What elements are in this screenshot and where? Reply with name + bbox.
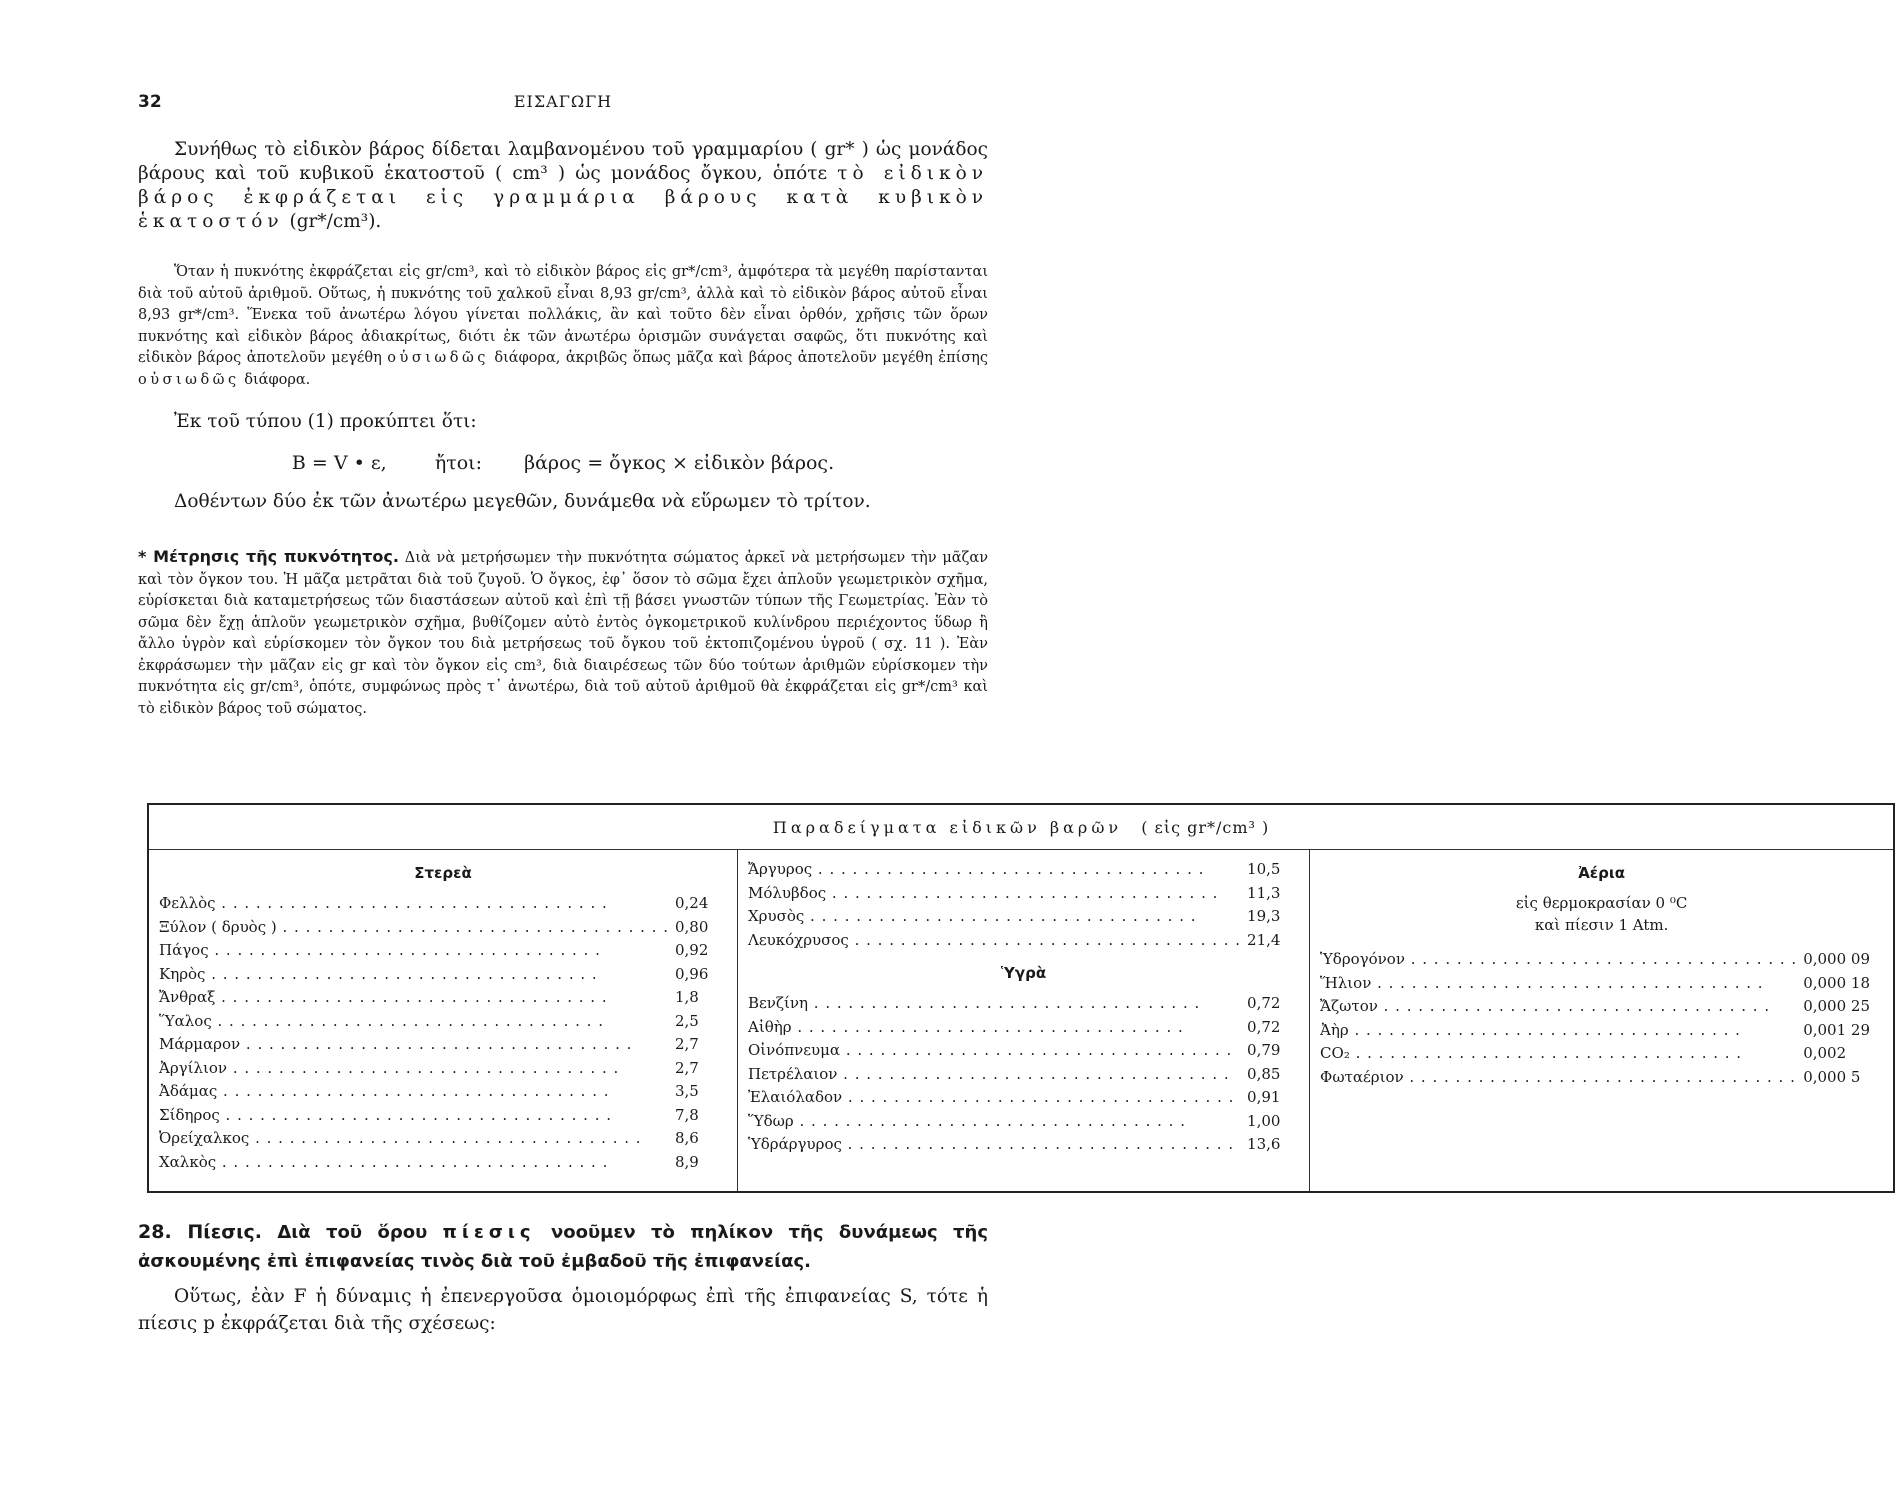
page-number: 32	[138, 92, 162, 112]
gases-column	[1310, 850, 1895, 1193]
measurement-paragraph	[138, 546, 988, 720]
p2-spaced-2: οὐσιωδῶς	[138, 371, 240, 388]
table-row: Οἰνόπνευμα . . . 0,79	[748, 1039, 1299, 1063]
table-row: Ἄργυρος . . . 10,5	[748, 858, 1299, 882]
table-row: Χαλκὸς . . . 8,9	[159, 1151, 727, 1175]
solids-column	[148, 850, 737, 1193]
measurement-text: Διὰ νὰ μετρήσωμεν τὴν πυκνότητα σώματος ἀρκεῖ νὰ μετρήσωμεν τὴν μᾶζαν καὶ τὸν ὄγκον του. Ἡ μᾶζα μετρᾶται διὰ τοῦ ζυγοῦ. Ὁ ὄγκος, ἐφ᾽ ὅσον τὸ σῶμα ἔχει ἁπλοῦν γεωμετρικὸν σχῆμα, εὑρίσκεται διὰ καταμετρήσεως τῶν διαστάσεων αὐτοῦ καὶ ἐπὶ τῇ βάσει γνωστῶν τύπων τῆς Γεωμετρίας. Ἐὰν τὸ σῶμα δὲν ἔχῃ ἁπλοῦν γεωμετρικὸν σχῆμα, βυθίζομεν αὐτὸ ἐντὸς ὀγκομετρικοῦ κυλίνδρου περιέχοντος ὕδωρ ἢ ἄλλο ὑγρὸν καὶ εὑρίσκομεν τὸν ὄγκον του διὰ μετρήσεως τοῦ ὄγκου τοῦ ἐκτοπιζομένου ὑγροῦ ( σχ. 11 ). Ἐὰν ἐκφράσωμεν τὴν μᾶζαν εἰς gr καὶ τὸν ὄγκον εἰς cm³, διὰ διαιρέσεως τῶν δύο τούτων ἀριθμῶν εὑρίσκομεν τὴν πυκνότητα εἰς gr/cm³, ὁπότε, συμφώνως πρὸς τ᾽ ἀνωτέρω, διὰ τοῦ αὐτοῦ ἀριθμοῦ θὰ ἐκφράζεται εἰς gr*/cm³ καὶ τὸ εἰδικὸν βάρος τοῦ σώματος.	[138, 550, 989, 717]
gases-condition-pressure: καὶ πίεσιν 1 Atm.	[1534, 916, 1669, 934]
table-row: Ἥλιον . . . 0,000 18	[1320, 972, 1883, 996]
intro-paragraph-2	[138, 262, 988, 391]
table-row: Χρυσὸς . . . 19,3	[748, 905, 1299, 929]
table-row: Ὀρείχαλκος . . . 8,6	[159, 1127, 727, 1151]
table-row: Κηρὸς . . . 0,96	[159, 963, 727, 987]
intro-paragraph-3: Ἐκ τοῦ τύπου (1) προκύπτει ὅτι:	[174, 411, 477, 432]
table-title-unit: ( εἰς gr*/cm³ )	[1141, 817, 1270, 837]
table-row: Ἄνθραξ . . . 1,8	[159, 986, 727, 1010]
table-title	[148, 804, 1894, 850]
solids-heading: Στερεὰ	[414, 864, 472, 882]
table-row: Φελλὸς . . . 0,24	[159, 892, 727, 916]
table-row: Ὕδωρ . . . 1,00	[748, 1110, 1299, 1134]
p2-text-c: διάφορα.	[239, 371, 311, 388]
section-28-title: 28. Πίεσις.	[138, 1221, 262, 1243]
table-row: Ἀδάμας . . . 3,5	[159, 1080, 727, 1104]
formula-left: B = V • ε,	[291, 452, 387, 474]
table-row: Ὑδρογόνον . . . 0,000 09	[1320, 948, 1883, 972]
table-row: Πάγος . . . 0,92	[159, 939, 727, 963]
table-row: Ἄζωτον . . . 0,000 25	[1320, 995, 1883, 1019]
section-28-def-a: Διὰ τοῦ ὅρου	[261, 1222, 443, 1243]
table-row: Ὑδράργυρος . . . 13,6	[748, 1133, 1299, 1157]
running-head: ΕΙΣΑΓΩΓΗ	[513, 92, 613, 111]
page-header	[138, 92, 988, 118]
table-row: Φωταέριον . . . 0,000 5	[1320, 1066, 1883, 1090]
formula	[138, 452, 988, 474]
table-row: Ἀὴρ . . . 0,001 29	[1320, 1019, 1883, 1043]
p2-text-a: Ὅταν ἡ πυκνότης ἐκφράζεται εἰς gr/cm³, καὶ τὸ εἰδικὸν βάρος εἰς gr*/cm³, ἀμφότερα τὰ μεγέθη παρίστανται διὰ τοῦ αὐτοῦ ἀριθμοῦ. Οὕτως, ἡ πυκνότης τοῦ χαλκοῦ εἶναι 8,93 gr/cm³, ἀλλὰ καὶ τὸ εἰδικὸν βάρος αὐτοῦ εἶναι 8,93 gr*/cm³. Ἕνεκα τοῦ ἀνωτέρω λόγου γίνεται πολλάκις, ἂν καὶ τοῦτο δὲν εἶναι ὀρθόν, χρῆσις τῶν ὅρων πυκνότης καὶ εἰδικὸν βάρος ἀδιακρίτως, διότι ἐκ τῶν ἀνωτέρω ὁρισμῶν συνάγεται σαφῶς, ὅτι πυκνότης καὶ εἰδικὸν βάρος ἀποτελοῦν μεγέθη	[138, 264, 988, 366]
formula-right: βάρος = ὄγκος × εἰδικὸν βάρος.	[524, 452, 835, 474]
gases-condition	[1320, 892, 1883, 936]
gases-heading: Ἀέρια	[1578, 864, 1626, 882]
intro-paragraph-4: Δοθέντων δύο ἐκ τῶν ἀνωτέρω μεγεθῶν, δυνάμεθα νὰ εὕρωμεν τὸ τρίτον.	[174, 491, 871, 512]
section-28-def-spaced: πίεσις	[442, 1222, 536, 1243]
p2-text-b: διάφορα, ἀκριβῶς ὅπως μᾶζα καὶ βάρος ἀποτελοῦν μεγέθη ἐπίσης	[488, 350, 988, 366]
table-row: Σίδηρος . . . 7,8	[159, 1104, 727, 1128]
section-28-text: Οὕτως, ἐὰν F ἡ δύναμις ἡ ἐπενεργοῦσα ὁμοιομόρφως ἐπὶ τῆς ἐπιφανείας S, τότε ἡ πίεσις p ἐκφράζεται διὰ τῆς σχέσεως:	[138, 1286, 988, 1334]
table-row: Μόλυβδος . . . 11,3	[748, 882, 1299, 906]
intro-paragraph-1	[138, 138, 988, 234]
section-28-def-b: νοοῦμεν τὸ πηλίκον τῆς δυνάμεως τῆς ἀσκουμένης ἐπὶ ἐπιφανείας τινὸς διὰ τοῦ ἐμβαδοῦ τῆς ἐπιφανείας.	[138, 1222, 989, 1272]
p1-text-a: Συνήθως τὸ εἰδικὸν βάρος δίδεται λαμβανομένου τοῦ γραμμαρίου ( gr* ) ὡς μονάδος βάρους καὶ τοῦ κυβικοῦ ἑκατοστοῦ ( cm³ ) ὡς μονάδος ὄγκου, ὁπότε	[138, 139, 988, 184]
p1-spaced-text: τὸ εἰδικὸν βάρος ἐκφράζεται εἰς γραμμάρια βάρους κατὰ κυβικὸν ἑκατοστόν	[138, 163, 988, 232]
table-row: Πετρέλαιον . . . 0,85	[748, 1063, 1299, 1087]
p1-text-b: (gr*/cm³).	[283, 211, 382, 232]
table-row: Ὕαλος . . . 2,5	[159, 1010, 727, 1034]
table-row: Λευκόχρυσος . . . 21,4	[748, 929, 1299, 953]
table-row: Βενζίνη . . . 0,72	[748, 992, 1299, 1016]
table-row: Ἀργίλιον . . . 2,7	[159, 1057, 727, 1081]
table-row: Ξύλον ( δρυὸς ) . . . 0,80	[159, 916, 727, 940]
p2-spaced-1: οὐσιωδῶς	[387, 350, 489, 366]
gases-condition-temperature: εἰς θερμοκρασίαν 0 ⁰C	[1515, 894, 1688, 912]
formula-mid: ἤτοι:	[434, 452, 483, 474]
table-title-text: Παραδείγματα εἰδικῶν βαρῶν	[772, 817, 1123, 837]
table-row: Ἐλαιόλαδον . . . 0,91	[748, 1086, 1299, 1110]
table-row: Μάρμαρον . . . 2,7	[159, 1033, 727, 1057]
table-row: Αἰθὴρ . . . 0,72	[748, 1016, 1299, 1040]
measurement-title: * Μέτρησις τῆς πυκνότητος.	[138, 547, 399, 566]
liquids-heading: Ὑγρὰ	[1000, 964, 1047, 982]
table-row: CO₂ . . . 0,002	[1320, 1042, 1883, 1066]
specific-weight-table	[147, 803, 1895, 1193]
section-28-definition	[138, 1218, 988, 1276]
metals-liquids-column	[737, 850, 1309, 1193]
